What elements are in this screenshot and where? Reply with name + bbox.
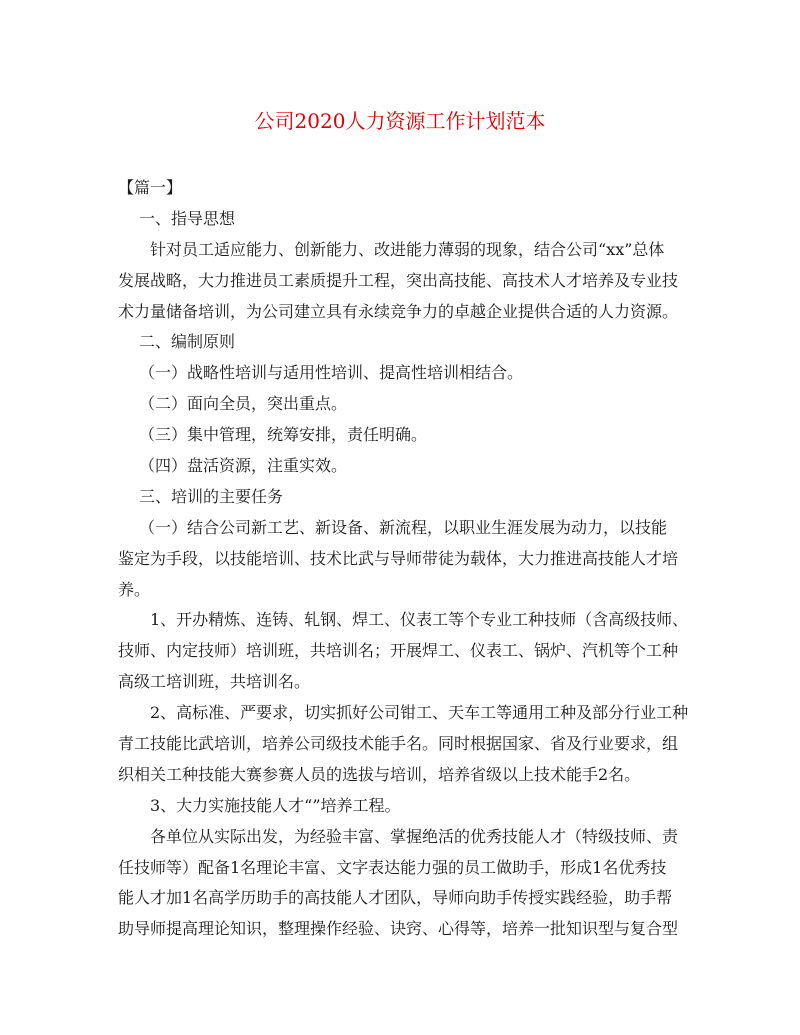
paragraph-line: 针对员工适应能力、创新能力、改进能力薄弱的现象，结合公司“xx”总体 — [150, 239, 665, 259]
paragraph-line: 2、高标准、严要求，切实抓好公司钳工、天车工等通用工种及部分行业工种 — [150, 703, 689, 723]
heading-guiding-thought: 一、指导思想 — [139, 208, 236, 228]
paragraph-line: （一）结合公司新工艺、新设备、新流程，以职业生涯发展为动力，以技能 — [139, 517, 668, 537]
paragraph-line: 任技师等）配备1名理论丰富、文字表达能力强的员工做助手，形成1名优秀技 — [118, 857, 667, 877]
paragraph-line: 能人才加1名高学历助手的高技能人才团队，导师向助手传授实践经验，助手帮 — [118, 888, 673, 908]
paragraph-line: 青工技能比武培训，培养公司级技术能手名。同时根据国家、省及行业要求，组 — [118, 734, 679, 754]
principle-item: （一）战略性培训与适用性培训、提高性培训相结合。 — [139, 363, 524, 383]
paragraph-line: 织相关工种技能大赛参赛人员的选拔与培训，培养省级以上技术能手2名。 — [118, 764, 641, 784]
heading-principles: 二、编制原则 — [139, 332, 236, 352]
paragraph-line: 各单位从实际出发，为经验丰富、掌握绝活的优秀技能人才（特级技师、责 — [150, 826, 679, 846]
document-title: 公司2020人力资源工作计划范本 — [254, 109, 546, 133]
section-label: 【篇一】 — [118, 178, 183, 197]
heading-main-tasks: 三、培训的主要任务 — [139, 486, 284, 506]
paragraph-line: 技师、内定技师）培训班，共培训名；开展焊工、仪表工、锅炉、汽机等个工种 — [118, 641, 679, 661]
principle-item: （三）集中管理，统筹安排，责任明确。 — [139, 425, 428, 445]
principle-item: （四）盘活资源，注重实效。 — [139, 456, 348, 476]
paragraph-line: 养。 — [118, 579, 151, 599]
paragraph-line: 1、开办精炼、连铸、轧钢、焊工、仪表工等个专业工种技师（含高级技师、 — [150, 610, 689, 630]
paragraph-line: 高级工培训班，共培训名。 — [118, 672, 311, 692]
document-body — [118, 173, 689, 945]
paragraph-line: 3、大力实施技能人才“”培养工程。 — [150, 795, 401, 815]
paragraph-line: 助导师提高理论知识，整理操作经验、诀窍、心得等，培养一批知识型与复合型 — [118, 919, 679, 939]
paragraph-line: 术力量储备培训，为公司建立具有永续竞争力的卓越企业提供合适的人力资源。 — [118, 301, 679, 321]
paragraph-line: 发展战略，大力推进员工素质提升工程，突出高技能、高技术人才培养及专业技 — [118, 270, 679, 290]
principle-item: （二）面向全员，突出重点。 — [139, 394, 348, 414]
paragraph-line: 鉴定为手段，以技能培训、技术比武与导师带徒为载体，大力推进高技能人才培 — [118, 548, 679, 568]
